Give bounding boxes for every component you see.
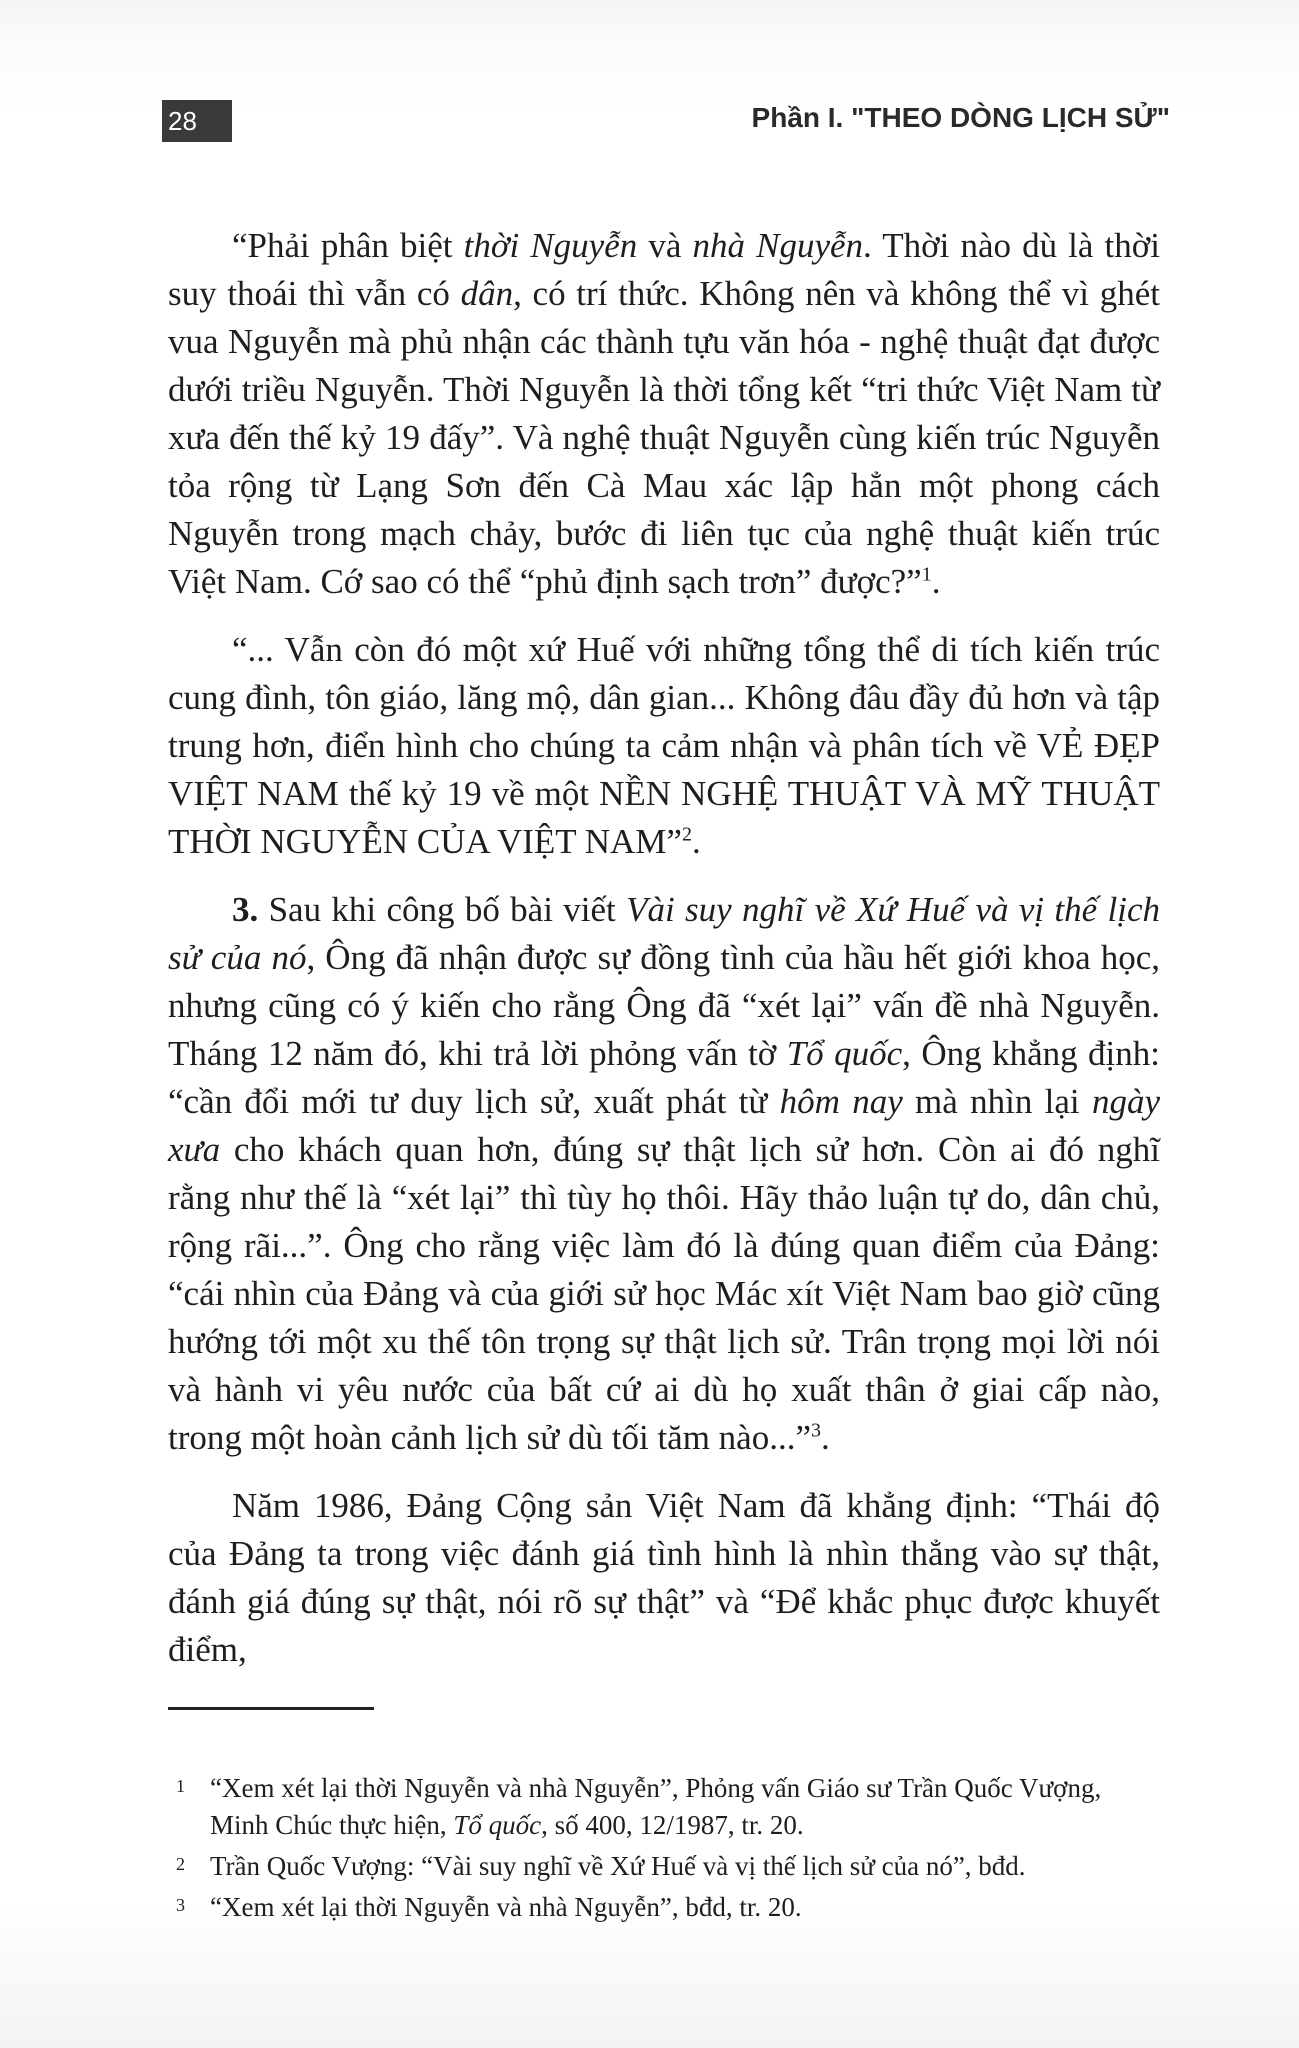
text-span: “Xem xét lại thời Nguyễn và nhà Nguyễn”, Phỏng vấn Giáo sư Trần Quốc Vượng, Minh Chúc thực hiện, — [210, 1773, 1102, 1840]
footnote-2 — [176, 1848, 1166, 1885]
text-span: “... Vẫn còn đó một xứ Huế với những tổng thể di tích kiến trúc cung đình, tôn giáo, lăng mộ, dân gian... Không đâu đầy đủ hơn và tập trung hơn, điển hình cho chúng ta cảm nhận và phân tích về VẺ ĐẸP VIỆT NAM thế kỷ 19 về một NỀN NGHỆ THUẬT VÀ MỸ THUẬT THỜI NGUYỄN CỦA VIỆT NAM” — [168, 630, 1160, 861]
footnote-mark: 2 — [176, 1854, 185, 1874]
body-text — [168, 222, 1160, 1694]
paragraph-1 — [168, 222, 1160, 606]
footnote-3 — [176, 1889, 1166, 1926]
italic-span: nhà Nguyễn — [692, 226, 864, 265]
footnote-separator — [168, 1707, 374, 1710]
text-span: “Xem xét lại thời Nguyễn và nhà Nguyễn”, bđd, tr. 20. — [210, 1892, 802, 1922]
italic-span: Tổ quốc — [453, 1810, 542, 1840]
paragraph-4 — [168, 1482, 1160, 1674]
page-number: 28 — [162, 100, 232, 142]
text-span: . Thời nào dù là thời suy thoái thì vẫn có — [168, 226, 1161, 313]
text-span: Sau khi công bố bài viết — [258, 890, 627, 929]
section-number: 3. — [232, 890, 259, 929]
text-span: . — [821, 1418, 830, 1457]
text-span: , có trí thức. Không nên và không thể vì ghét vua Nguyễn mà phủ nhận các thành tựu văn hóa - nghệ thuật đạt được dưới triều Nguyễn. Thời Nguyễn là thời tổng kết “tri thức Việt Nam từ xưa đến thế kỷ 19 đấy”. Và nghệ thuật Nguyễn cùng kiến trúc Nguyễn tỏa rộng từ Lạng Sơn đến Cà Mau xác lập hẳn một phong cách Nguyễn trong mạch chảy, bước đi liên tục của nghệ thuật kiến trúc Việt Nam. Cớ sao có thể “phủ định sạch trơn” được?” — [168, 274, 1160, 601]
text-span: Trần Quốc Vượng: “Vài suy nghĩ về Xứ Huế và vị thế lịch sử của nó”, bđd. — [210, 1851, 1026, 1881]
footnote-ref-2: 2 — [681, 823, 692, 846]
paragraph-2 — [168, 626, 1160, 866]
paragraph-3 — [168, 886, 1160, 1462]
running-title: Phần I. "THEO DÒNG LỊCH SỬ" — [751, 102, 1170, 133]
text-span: mà nhìn lại — [902, 1082, 1092, 1121]
text-span: , Ông đã nhận được sự đồng tình của hầu hết giới khoa học, nhưng cũng có ý kiến cho rằng Ông đã “xét lại” vấn đề nhà Nguyễn. Tháng 12 năm đó, khi trả lời phỏng vấn tờ — [168, 938, 1160, 1073]
text-span: “Phải phân biệt — [232, 226, 464, 265]
italic-span: Vài suy nghĩ về Xứ Huế và vị thế lịch sử của nó — [168, 890, 1160, 977]
italic-span: ngày xưa — [168, 1082, 1161, 1169]
footnote-mark: 1 — [176, 1776, 185, 1796]
footnotes — [176, 1770, 1166, 1930]
italic-span: dân — [460, 274, 514, 313]
text-span: , Ông khẳng định: “cần đổi mới tư duy lịch sử, xuất phát từ — [168, 1034, 1161, 1121]
text-span: và — [637, 226, 693, 265]
footnote-ref-3: 3 — [811, 1419, 822, 1442]
text-span: , số 400, 12/1987, tr. 20. — [541, 1810, 804, 1840]
footnote-1 — [176, 1770, 1166, 1844]
text-span: . — [691, 822, 701, 861]
text-span: cho khách quan hơn, đúng sự thật lịch sử hơn. Còn ai đó nghĩ rằng như thế là “xét lại” thì tùy họ thôi. Hãy thảo luận tự do, dân chủ, rộng rãi...”. Ông cho rằng việc làm đó là đúng quan điểm của Đảng: “cái nhìn của Đảng và của giới sử học Mác xít Việt Nam bao giờ cũng hướng tới một xu thế tôn trọng sự thật lịch sử. Trân trọng mọi lời nói và hành vi yêu nước của bất cứ ai dù họ xuất thân ở giai cấp nào, trong một hoàn cảnh lịch sử dù tối tăm nào...” — [168, 1130, 1160, 1457]
footnote-ref-1: 1 — [921, 563, 932, 586]
italic-span: hôm nay — [779, 1082, 903, 1121]
page-header — [162, 100, 1170, 142]
italic-span: Tổ quốc — [786, 1034, 903, 1073]
text-span: . — [931, 562, 941, 601]
text-span: Năm 1986, Đảng Cộng sản Việt Nam đã khẳng định: “Thái độ của Đảng ta trong việc đánh giá tình hình là nhìn thẳng vào sự thật, đánh giá đúng sự thật, nói rõ sự thật” và “Để khắc phục được khuyết điểm, — [168, 1486, 1160, 1669]
footnote-mark: 3 — [176, 1895, 185, 1915]
italic-span: thời Nguyễn — [463, 226, 638, 265]
